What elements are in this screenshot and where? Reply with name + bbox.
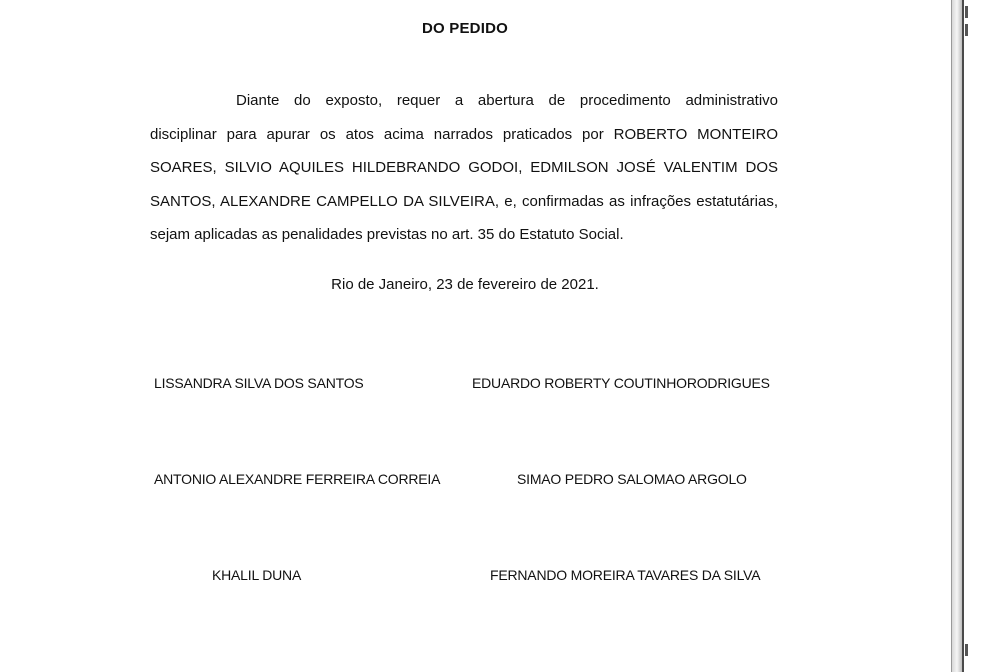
scan-edge-mark [965,24,968,36]
signatory-name: FERNANDO MOREIRA TAVARES DA SILVA [490,567,761,583]
signatory-name: ANTONIO ALEXANDRE FERREIRA CORREIA [154,471,441,487]
section-title: DO PEDIDO [422,20,508,37]
paragraph-line: Diante do exposto, requer a abertura de procedimento administrativo [236,92,778,109]
paragraph-line: sejam aplicadas as penalidades previstas no art. 35 do Estatuto Social. [150,226,624,243]
signatory-name: KHALIL DUNA [212,567,302,583]
request-paragraph [150,84,778,252]
paragraph-line: SOARES, SILVIO AQUILES HILDEBRANDO GODOI, EDMILSON JOSÉ VALENTIM DOS [150,159,778,176]
paragraph-line: SANTOS, ALEXANDRE CAMPELLO DA SILVEIRA, e, confirmadas as infrações estatutárias, [150,192,778,210]
signatory-name: EDUARDO ROBERTY COUTINHORODRIGUES [472,375,770,391]
paragraph-line: disciplinar para apurar os atos acima narrados praticados por ROBERTO MONTEIRO [150,125,778,143]
signatory-name: LISSANDRA SILVA DOS SANTOS [154,375,364,391]
scan-edge-mark [965,6,968,18]
scan-binding-edge [951,0,964,672]
scan-edge-mark [965,644,968,656]
signatory-name: SIMAO PEDRO SALOMAO ARGOLO [517,471,747,487]
date-line: Rio de Janeiro, 23 de fevereiro de 2021. [331,276,599,293]
